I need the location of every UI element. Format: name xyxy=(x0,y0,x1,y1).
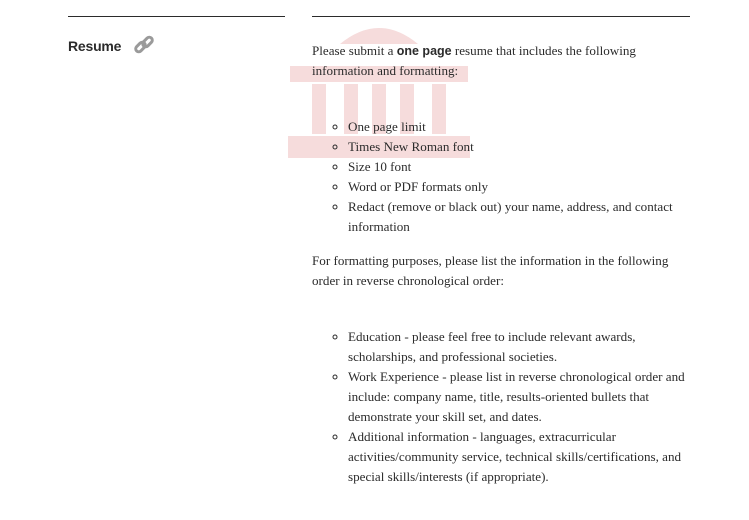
intro-text-before: Please submit a xyxy=(312,43,397,58)
list-item: ◦ Education - please feel free to include relevant awards, scholarships, and professional societies. xyxy=(348,327,692,367)
right-divider xyxy=(312,16,690,17)
section-title: Resume xyxy=(68,38,122,54)
resume-content xyxy=(312,41,692,487)
section-header xyxy=(68,33,157,59)
left-divider xyxy=(68,16,285,17)
format-list xyxy=(312,117,692,237)
list-item: ◦ Size 10 font xyxy=(348,157,692,177)
list-item: ◦ Work Experience - please list in reverse chronological order and include: company name, title, results-oriented bullets that demonstrate your skill set, and dates. xyxy=(348,367,692,427)
list-item: ◦ Additional information - languages, extracurricular activities/community service, technical skills/certifications, and special skills/interests (if appropriate). xyxy=(348,427,692,487)
order-list xyxy=(312,327,692,487)
intro-paragraph xyxy=(312,41,692,81)
intro-emphasis: one page xyxy=(396,44,452,58)
list-item: ◦ Word or PDF formats only xyxy=(348,177,692,197)
order-paragraph: For formatting purposes, please list the information in the following order in reverse chronological order: xyxy=(312,253,669,288)
list-item: ◦ Times New Roman font xyxy=(348,137,692,157)
list-item: ◦ One page limit xyxy=(348,117,692,137)
list-item: ◦ Redact (remove or black out) your name, address, and contact information xyxy=(348,197,692,237)
link-icon[interactable] xyxy=(131,33,157,59)
intro-text-after: resume that includes the following information and formatting: xyxy=(312,43,636,78)
